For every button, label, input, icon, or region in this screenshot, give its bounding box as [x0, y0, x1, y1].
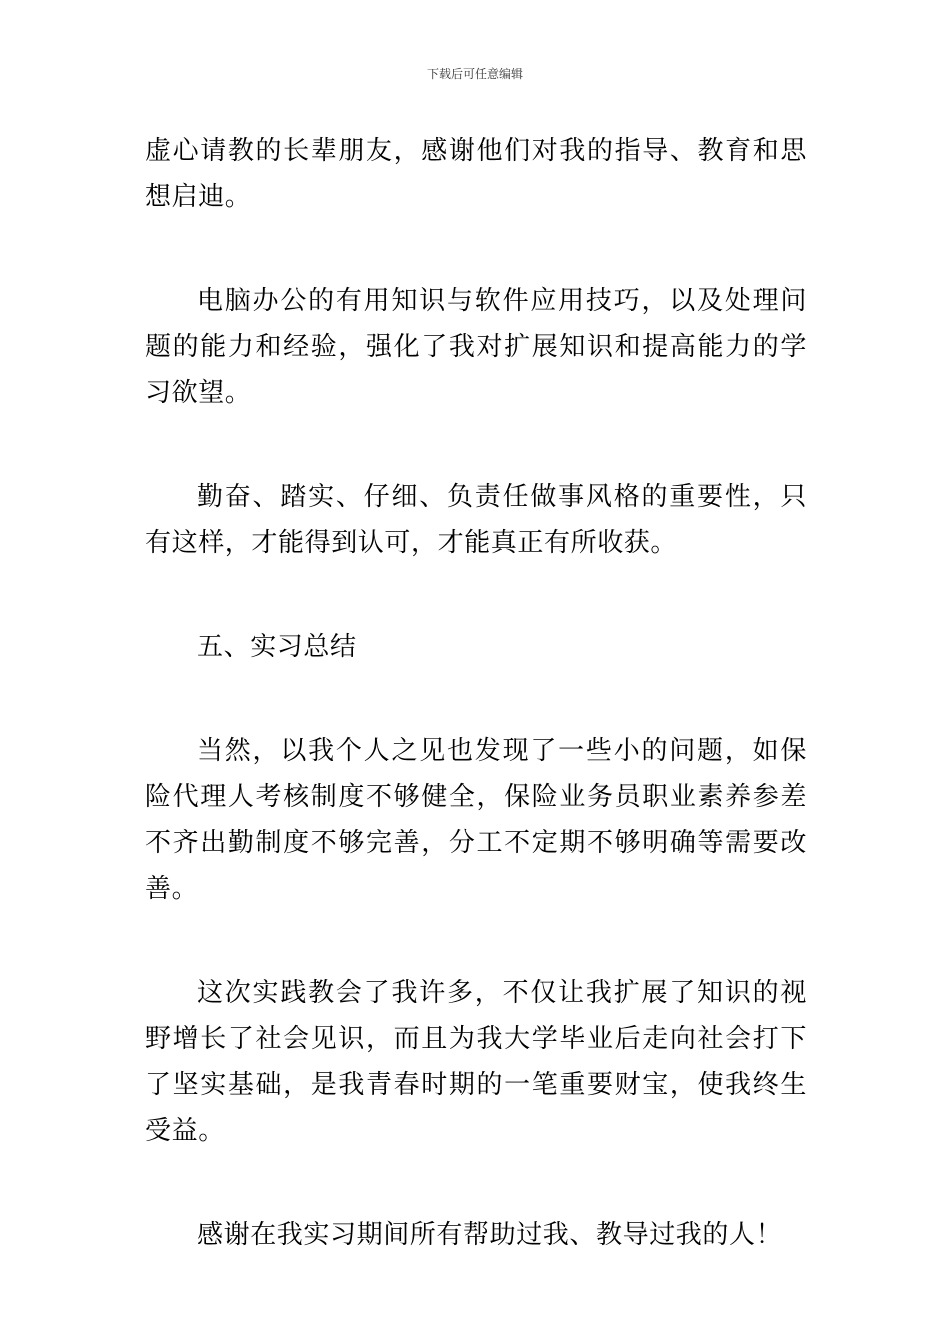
paragraph-3: 勤奋、踏实、仔细、负责任做事风格的重要性，只有这样，才能得到认可，才能真正有所收获。 — [145, 482, 807, 558]
page-header: 下载后可任意编辑 — [426, 67, 523, 81]
paragraph-2: 电脑办公的有用知识与软件应用技巧，以及处理问题的能力和经验，强化了我对扩展知识和提高能力的学习欲望。 — [145, 286, 807, 408]
section-heading: 五、实习总结 — [197, 632, 357, 662]
paragraph-4: 当然，以我个人之见也发现了一些小的问题，如保险代理人考核制度不够健全，保险业务员职业素养参差不齐出勤制度不够完善，分工不定期不够明确等需要改善。 — [145, 736, 807, 904]
paragraph-1: 虚心请教的长辈朋友，感谢他们对我的指导、教育和思想启迪。 — [145, 136, 807, 212]
paragraph-5: 这次实践教会了我许多，不仅让我扩展了知识的视野增长了社会见识，而且为我大学毕业后走向社会打下了坚实基础，是我青春时期的一笔重要财宝，使我终生受益。 — [145, 978, 807, 1146]
document-body — [145, 128, 807, 1258]
paragraph-6: 感谢在我实习期间所有帮助过我、教导过我的人！ — [197, 1220, 783, 1250]
